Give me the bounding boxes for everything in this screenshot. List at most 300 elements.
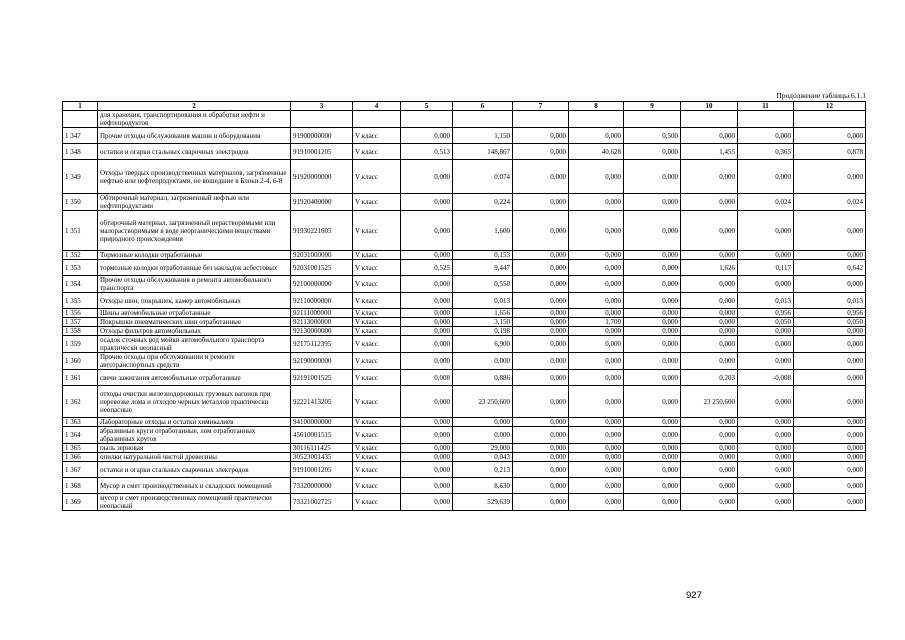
table-cell: 0,365 [738, 144, 794, 160]
table-row [63, 336, 866, 353]
table-cell: 1 360 [63, 353, 98, 370]
table-cell: 0,000 [513, 293, 569, 309]
table-cell: 0,000 [569, 478, 624, 494]
table-cell: 23 250,600 [453, 386, 513, 418]
table-cell: отходы очистки железнодорожных грузовых вагонов при перевозке лома и отходов черных металлов практически неопасные [98, 386, 291, 418]
table-cell: 0,000 [681, 128, 738, 144]
table-cell: 0,000 [569, 160, 624, 194]
table-cell: 0,000 [569, 370, 624, 386]
table-cell: V класс [353, 293, 401, 309]
table-cell: 0,500 [624, 128, 681, 144]
table-cell: 0,000 [681, 427, 738, 444]
table-cell: V класс [353, 309, 401, 318]
table-cell: 0,000 [569, 194, 624, 211]
table-cell: 0,000 [569, 494, 624, 511]
table-row [63, 160, 866, 194]
table-cell [453, 111, 513, 128]
table-cell: 0,000 [624, 160, 681, 194]
table-cell: 0,203 [681, 370, 738, 386]
table-cell: 0,000 [624, 327, 681, 336]
table-cell: Прочие отходы при обслуживании и ремонте автотранспортных средств [98, 353, 291, 370]
column-header: 3 [291, 102, 353, 111]
table-cell: 0,000 [738, 353, 794, 370]
table-cell: 1 361 [63, 370, 98, 386]
table-cell [513, 111, 569, 128]
table-cell: 0,000 [624, 370, 681, 386]
table-cell: 0,000 [569, 260, 624, 276]
table-cell: 1 359 [63, 336, 98, 353]
table-cell: 6,900 [453, 336, 513, 353]
table-cell: 0,000 [401, 318, 453, 327]
table-cell: 30523001435 [291, 453, 353, 462]
table-cell: Отходы фильтров автомобильных [98, 327, 291, 336]
table-cell: 0,000 [513, 194, 569, 211]
table-cell: V класс [353, 144, 401, 160]
table-cell: 0,000 [794, 336, 866, 353]
table-cell: 0,013 [453, 293, 513, 309]
table-cell: 1 347 [63, 128, 98, 144]
table-cell: 0,000 [569, 453, 624, 462]
table-cell: 0,000 [794, 353, 866, 370]
table-cell: 1 358 [63, 327, 98, 336]
table-cell: 0,878 [794, 144, 866, 160]
table-cell: 40,628 [569, 144, 624, 160]
table-cell: Тормозные колодки отработанные [98, 251, 291, 260]
table-cell: 1 363 [63, 418, 98, 427]
table-cell: 0,000 [738, 494, 794, 511]
page-number: 927 [686, 590, 702, 601]
table-cell: 0,000 [513, 327, 569, 336]
table-cell: 0,000 [794, 462, 866, 478]
table-cell: 0,000 [624, 494, 681, 511]
table-cell: 3,150 [453, 318, 513, 327]
table-cell: 0,000 [401, 453, 453, 462]
table-cell: 92031001525 [291, 260, 353, 276]
table-cell: 0,198 [453, 327, 513, 336]
column-header: 9 [624, 102, 681, 111]
table-cell: 0,000 [794, 427, 866, 444]
column-header: 12 [794, 102, 866, 111]
table-cell [63, 111, 98, 128]
table-cell: 0,000 [794, 128, 866, 144]
table-cell: 0,000 [513, 478, 569, 494]
table-cell: Обтирочный материал, загрязненный нефтью или нефтепродуктами [98, 194, 291, 211]
table-cell: 0,000 [738, 478, 794, 494]
table-row [63, 327, 866, 336]
table-cell: 0,000 [513, 128, 569, 144]
table-row [63, 453, 866, 462]
column-header: 11 [738, 102, 794, 111]
table-cell: Отходы шин, покрышек, камер автомобильных [98, 293, 291, 309]
table-cell: 0,000 [513, 144, 569, 160]
table-cell: V класс [353, 427, 401, 444]
table-cell: 0,000 [569, 336, 624, 353]
table-cell: 0,000 [401, 494, 453, 511]
table-cell: мусор и смет производственных помещений практически неопасный [98, 494, 291, 511]
table-cell: 0,886 [453, 370, 513, 386]
table-cell: 0,024 [738, 194, 794, 211]
table-cell: 0,000 [401, 211, 453, 251]
table-cell: 1,656 [453, 309, 513, 318]
table-cell: 0,000 [794, 494, 866, 511]
table-cell: осадок сточных вод мойки автомобильного транспорта практически неопасный [98, 336, 291, 353]
table-cell: V класс [353, 444, 401, 453]
table-cell: 0,000 [681, 211, 738, 251]
table-cell: 1 362 [63, 386, 98, 418]
column-header: 8 [569, 102, 624, 111]
table-cell: 0,000 [453, 353, 513, 370]
table-cell: 1 368 [63, 478, 98, 494]
table-cell [681, 111, 738, 128]
table-row [63, 144, 866, 160]
table-cell: 8,630 [453, 478, 513, 494]
table-cell: V класс [353, 353, 401, 370]
table-cell: 0,000 [624, 386, 681, 418]
table-cell: 0,000 [681, 251, 738, 260]
table-cell: 92190000000 [291, 353, 353, 370]
table-cell: 0,024 [794, 194, 866, 211]
table-cell: V класс [353, 128, 401, 144]
table-cell: 0,000 [624, 293, 681, 309]
table-cell: 1,455 [681, 144, 738, 160]
table-cell: V класс [353, 370, 401, 386]
table-cell: 1 353 [63, 260, 98, 276]
table-cell: 0,000 [738, 418, 794, 427]
table-cell: 0,000 [624, 260, 681, 276]
table-cell: 0,000 [401, 462, 453, 478]
table-cell: остатки и огарки стальных сварочных электродов [98, 144, 291, 160]
table-cell: Лабораторные отходы и остатки химикалиев [98, 418, 291, 427]
table-cell: 0,000 [513, 309, 569, 318]
table-cell: 0,000 [513, 260, 569, 276]
table-cell: 0,000 [681, 318, 738, 327]
table-cell: 0,213 [453, 462, 513, 478]
table-cell: 1,626 [681, 260, 738, 276]
table-cell: 91920400000 [291, 194, 353, 211]
table-cell: опилки натуральной чистой древесины [98, 453, 291, 462]
table-cell: 0,642 [794, 260, 866, 276]
table-cell: 0,000 [794, 478, 866, 494]
waste-table [62, 101, 866, 511]
table-header-row [63, 102, 866, 111]
table-row [63, 370, 866, 386]
table-cell: 0,000 [569, 462, 624, 478]
table-cell: свечи зажигания автомобильные отработанные [98, 370, 291, 386]
table-cell: 91920000000 [291, 160, 353, 194]
table-cell [738, 111, 794, 128]
table-cell: V класс [353, 260, 401, 276]
table-cell: 1 357 [63, 318, 98, 327]
table-cell: 0,956 [738, 309, 794, 318]
table-cell: 0,000 [513, 211, 569, 251]
table-row [63, 418, 866, 427]
table-cell: 0,000 [453, 418, 513, 427]
table-cell: 1 354 [63, 276, 98, 293]
table-cell: 92221413205 [291, 386, 353, 418]
table-row [63, 251, 866, 260]
table-cell: 9,447 [453, 260, 513, 276]
table-cell: V класс [353, 462, 401, 478]
table-cell: 1 352 [63, 251, 98, 260]
table-cell: 1 365 [63, 444, 98, 453]
table-cell: V класс [353, 276, 401, 293]
table-cell: абразивные круги отработанные, лом отработанных абразивных кругов [98, 427, 291, 444]
table-cell: 0,000 [569, 293, 624, 309]
table-cell: 0,000 [624, 144, 681, 160]
table-cell: V класс [353, 494, 401, 511]
table-cell: 0,074 [453, 160, 513, 194]
table-cell: 0,000 [681, 444, 738, 453]
table-cell: 0,050 [794, 318, 866, 327]
table-cell: 0,000 [738, 160, 794, 194]
table-cell: 0,000 [401, 251, 453, 260]
table-cell: 0,000 [453, 427, 513, 444]
table-cell: 1,600 [453, 211, 513, 251]
table-cell: 92111000000 [291, 309, 353, 318]
table-cell: 0,224 [453, 194, 513, 211]
table-cell: 1 350 [63, 194, 98, 211]
table-cell: 0,000 [401, 194, 453, 211]
table-cell: 0,000 [401, 444, 453, 453]
table-cell: V класс [353, 318, 401, 327]
table-cell: 0,000 [738, 211, 794, 251]
table-cell: 148,867 [453, 144, 513, 160]
table-cell: 92130000000 [291, 327, 353, 336]
table-cell [353, 111, 401, 128]
table-cell: 29,000 [453, 444, 513, 453]
table-cell: V класс [353, 336, 401, 353]
table-cell: Шины автомобильные отработанные [98, 309, 291, 318]
table-cell: 0,000 [738, 462, 794, 478]
table-cell: 1 351 [63, 211, 98, 251]
table-cell: 0,000 [401, 478, 453, 494]
table-cell: 0,000 [794, 160, 866, 194]
table-cell: 0,000 [624, 462, 681, 478]
table-cell: V класс [353, 251, 401, 260]
table-cell: 0,000 [513, 494, 569, 511]
table-cell: тормозные колодки отработанные без накладок асбестовых [98, 260, 291, 276]
table-row [63, 128, 866, 144]
table-row [63, 260, 866, 276]
table-cell: 0,000 [401, 160, 453, 194]
table-cell: 0,013 [794, 293, 866, 309]
table-cell: 0,000 [681, 462, 738, 478]
table-cell: 0,000 [569, 353, 624, 370]
table-cell: 0,000 [624, 418, 681, 427]
table-cell: 0,000 [569, 427, 624, 444]
table-cell: V класс [353, 418, 401, 427]
table-row [63, 111, 866, 128]
table-cell: 1 356 [63, 309, 98, 318]
table-cell: 0,000 [624, 251, 681, 260]
table-cell: 0,000 [738, 386, 794, 418]
table-cell: 0,000 [681, 309, 738, 318]
table-cell [569, 111, 624, 128]
table-cell: 0,000 [513, 318, 569, 327]
table-cell: 0,000 [569, 276, 624, 293]
table-cell: 0,000 [738, 336, 794, 353]
table-cell: 0,000 [681, 494, 738, 511]
table-cell: 0,000 [794, 453, 866, 462]
table-cell: 0,000 [681, 353, 738, 370]
table-row [63, 318, 866, 327]
table-cell: 1,150 [453, 128, 513, 144]
table-cell [794, 111, 866, 128]
table-cell: 23 250,600 [681, 386, 738, 418]
table-cell: 0,000 [401, 293, 453, 309]
table-cell: 0,000 [513, 444, 569, 453]
table-cell: Мусор и смет производственных и складских помещений [98, 478, 291, 494]
table-cell: 0,000 [794, 327, 866, 336]
table-cell: 0,000 [513, 353, 569, 370]
table-cell: 0,000 [401, 427, 453, 444]
table-cell: 0,013 [738, 293, 794, 309]
table-row [63, 427, 866, 444]
table-cell: 0,000 [738, 444, 794, 453]
table-cell: 92100000000 [291, 276, 353, 293]
table-cell: 0,043 [453, 453, 513, 462]
column-header: 5 [401, 102, 453, 111]
column-header: 10 [681, 102, 738, 111]
table-cell: 0,000 [794, 370, 866, 386]
table-cell: Покрышки пневматических шин отработанные [98, 318, 291, 327]
table-cell: 0,000 [738, 128, 794, 144]
table-cell: 0,513 [401, 144, 453, 160]
column-header: 6 [453, 102, 513, 111]
table-cell: 0,000 [738, 453, 794, 462]
table-row [63, 194, 866, 211]
table-cell: 0,000 [794, 444, 866, 453]
table-cell: 0,000 [624, 353, 681, 370]
table-cell: остатки и огарки стальных сварочных электродов [98, 462, 291, 478]
table-cell: 0,050 [738, 318, 794, 327]
table-cell: 0,000 [624, 194, 681, 211]
table-cell: 92031000000 [291, 251, 353, 260]
table-cell: 73321002725 [291, 494, 353, 511]
table-cell: 1,700 [569, 318, 624, 327]
table-cell: 0,000 [738, 427, 794, 444]
table-cell: Прочие отходы обслуживания машин и оборудования [98, 128, 291, 144]
table-cell: 92191001525 [291, 370, 353, 386]
table-row [63, 309, 866, 318]
table-cell: 0,000 [681, 276, 738, 293]
table-cell [401, 111, 453, 128]
table-cell: 0,000 [569, 444, 624, 453]
column-header: 4 [353, 102, 401, 111]
table-cell: 92110000000 [291, 293, 353, 309]
table-cell: 0,000 [569, 386, 624, 418]
table-cell: 0,000 [681, 160, 738, 194]
table-row [63, 444, 866, 453]
table-cell: 0,000 [513, 418, 569, 427]
table-row [63, 353, 866, 370]
column-header: 7 [513, 102, 569, 111]
table-cell: 0,550 [453, 276, 513, 293]
table-cell: 0,000 [401, 418, 453, 427]
table-cell: -0,008 [738, 370, 794, 386]
table-cell: 0,000 [794, 276, 866, 293]
table-cell: V класс [353, 478, 401, 494]
table-cell: 1 349 [63, 160, 98, 194]
table-cell: 0,000 [569, 309, 624, 318]
table-cell: 0,000 [401, 128, 453, 144]
table-cell: 0,008 [401, 370, 453, 386]
table-cell: 0,000 [681, 327, 738, 336]
table-cell: 0,000 [794, 211, 866, 251]
table-cell: 92113000000 [291, 318, 353, 327]
table-cell: 0,000 [569, 251, 624, 260]
column-header: 2 [98, 102, 291, 111]
table-cell: пыль зерновая [98, 444, 291, 453]
table-cell [624, 111, 681, 128]
table-cell: 0,000 [681, 418, 738, 427]
table-cell: 0,117 [738, 260, 794, 276]
table-cell: V класс [353, 160, 401, 194]
table-cell: 0,000 [401, 327, 453, 336]
table-cell: 91900000000 [291, 128, 353, 144]
column-header: 1 [63, 102, 98, 111]
table-cell: 91910001205 [291, 144, 353, 160]
table-row [63, 276, 866, 293]
table-cell: 0,000 [401, 309, 453, 318]
table-cell: 1 348 [63, 144, 98, 160]
table-cell: 94100000000 [291, 418, 353, 427]
table-cell: 0,000 [738, 276, 794, 293]
table-continuation-caption: Продолжение таблицы 6.1.1 [776, 91, 866, 100]
table-cell: 0,000 [401, 386, 453, 418]
table-cell: 1 366 [63, 453, 98, 462]
table-cell: Отходы твердых производственных материалов, загрязненные нефтью или нефтепродуктами, не вошедшие в Блоки 2-4, 6-8 [98, 160, 291, 194]
table-cell: 0,000 [681, 336, 738, 353]
table-cell: 0,000 [681, 453, 738, 462]
table-cell: 0,000 [513, 462, 569, 478]
table-cell: 0,000 [569, 327, 624, 336]
table-cell: 0,000 [794, 418, 866, 427]
table-cell: 92175112395 [291, 336, 353, 353]
table-cell: 0,000 [624, 276, 681, 293]
table-cell: 0,000 [624, 453, 681, 462]
table-cell: 0,000 [513, 427, 569, 444]
table-cell: 0,000 [401, 336, 453, 353]
table-cell: 0,000 [569, 211, 624, 251]
table-cell: 0,000 [624, 427, 681, 444]
table-cell: 0,000 [513, 370, 569, 386]
table-cell: 73320000000 [291, 478, 353, 494]
table-cell: 0,000 [681, 194, 738, 211]
table-cell: 30116111425 [291, 444, 353, 453]
table-cell [291, 111, 353, 128]
table-cell: 0,000 [624, 444, 681, 453]
table-cell: 0,525 [401, 260, 453, 276]
table-cell: 529,639 [453, 494, 513, 511]
table-cell: 0,000 [624, 318, 681, 327]
table-cell: V класс [353, 386, 401, 418]
table-cell: 1 355 [63, 293, 98, 309]
table-cell: 0,000 [624, 211, 681, 251]
table-cell: 0,000 [681, 478, 738, 494]
table-cell: 0,000 [513, 386, 569, 418]
table-cell: Прочие отходы обслуживания и ремонта автомобильного транспорта [98, 276, 291, 293]
table-cell: 0,000 [401, 276, 453, 293]
table-cell: 0,000 [681, 293, 738, 309]
table-cell: 0,000 [513, 160, 569, 194]
table-cell: V класс [353, 453, 401, 462]
table-cell: 0,000 [513, 453, 569, 462]
table-row [63, 494, 866, 511]
table-cell: 1 364 [63, 427, 98, 444]
table-cell: 91910001205 [291, 462, 353, 478]
table-cell: V класс [353, 327, 401, 336]
